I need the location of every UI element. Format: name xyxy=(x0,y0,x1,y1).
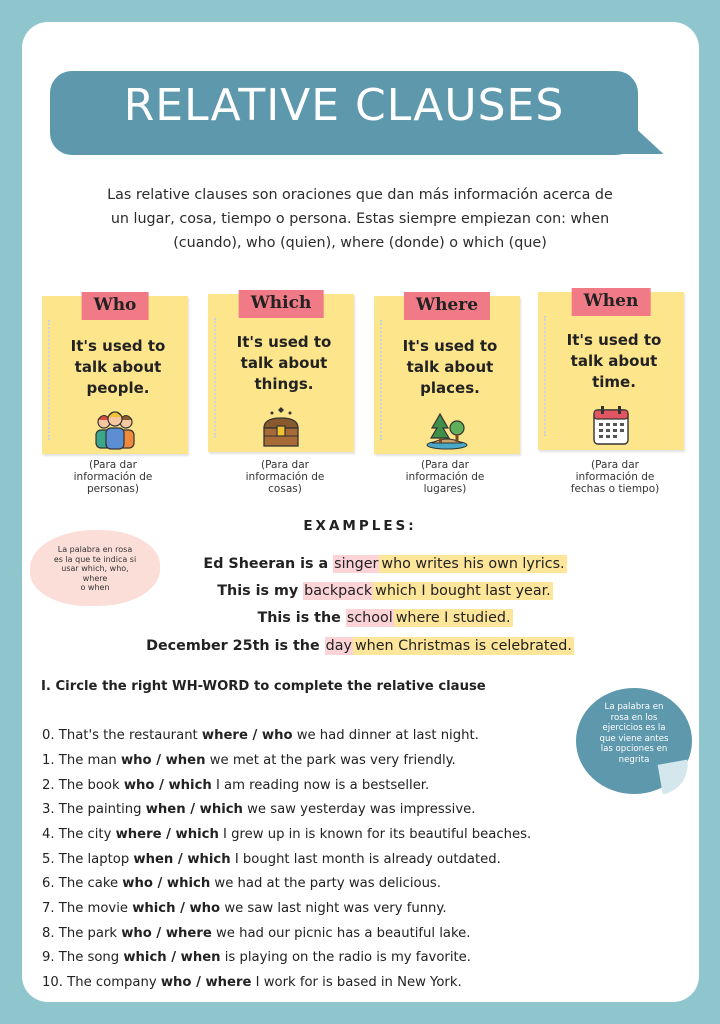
hint-line: las opciones en xyxy=(600,744,668,754)
example-clause: which I bought last year. xyxy=(375,583,551,599)
example-antecedent: backpack xyxy=(304,583,373,599)
note-binding-dots xyxy=(214,318,218,438)
item-end: is playing on the radio is my favorite. xyxy=(220,950,471,965)
card-line: things. xyxy=(254,375,314,393)
card-line: talk about xyxy=(570,352,658,370)
card-caption-where xyxy=(370,459,520,495)
card-line: talk about xyxy=(240,354,328,372)
exercise-item xyxy=(42,827,531,842)
calendar-icon xyxy=(588,404,634,446)
card-text xyxy=(222,332,346,395)
treasure-chest-icon xyxy=(258,406,304,448)
caption-line: cosas) xyxy=(268,483,302,495)
card-line: talk about xyxy=(74,358,162,376)
people-icon xyxy=(92,408,138,450)
card-text xyxy=(388,336,512,399)
wh-word-options[interactable]: when / which xyxy=(145,802,243,817)
item-end: we had at the party was delicious. xyxy=(210,876,441,891)
hint-line: where xyxy=(82,573,108,583)
card-text xyxy=(552,330,676,393)
example-lead: Ed Sheeran is a xyxy=(203,556,334,572)
wh-word-options[interactable]: where / who xyxy=(201,728,293,743)
caption-line: personas) xyxy=(87,483,139,495)
hint-line: usar which, who, xyxy=(61,564,129,573)
card-caption-which xyxy=(210,459,360,495)
card-line: talk about xyxy=(406,358,494,376)
example-sentence xyxy=(0,583,720,599)
item-start: 9. The song xyxy=(42,950,124,965)
item-end: I bought last month is already outdated. xyxy=(230,852,501,867)
card-line: places. xyxy=(420,379,480,397)
caption-line: información de xyxy=(73,471,153,483)
wh-word-options[interactable]: which / who xyxy=(132,901,221,916)
item-start: 3. The painting xyxy=(42,802,146,817)
item-end: I am reading now is a bestseller. xyxy=(211,778,430,793)
hint-line: que viene antes xyxy=(599,733,669,744)
hint-line: ejercicios es la xyxy=(602,723,666,733)
card-line: It's used to xyxy=(566,331,662,349)
caption-line: (Para dar xyxy=(89,459,137,471)
exercise-item xyxy=(42,753,456,768)
card-who xyxy=(42,296,188,454)
item-end: we met at the park was very friendly. xyxy=(205,753,456,768)
item-start: 6. The cake xyxy=(42,876,123,891)
item-start: 8. The park xyxy=(42,926,122,941)
wh-word-options[interactable]: who / when xyxy=(120,753,206,768)
item-start: 10. The company xyxy=(42,975,161,990)
exercise-item xyxy=(42,876,441,891)
example-clause: where I studied. xyxy=(395,610,511,626)
wh-word-options[interactable]: who / which xyxy=(123,778,212,793)
card-tag: When xyxy=(572,288,651,316)
exercise-item xyxy=(42,802,475,817)
exercise-item xyxy=(42,926,470,941)
intro-line: Las relative clauses son oraciones que dan más información acerca de xyxy=(107,187,613,203)
intro-line: un lugar, cosa, tiempo o persona. Estas siempre empiezan con: when xyxy=(110,211,610,227)
example-lead: This is the xyxy=(257,610,346,626)
example-clause: when Christmas is celebrated. xyxy=(354,638,572,654)
card-line: people. xyxy=(86,379,150,397)
exercise-item xyxy=(42,778,429,793)
caption-line: información de xyxy=(405,471,485,483)
hint-line: negrita xyxy=(618,754,650,765)
example-sentence xyxy=(0,638,720,654)
example-sentence xyxy=(0,610,720,626)
card-line: time. xyxy=(592,373,636,391)
card-line: It's used to xyxy=(402,337,498,355)
wh-word-options[interactable]: which / when xyxy=(123,950,221,965)
item-start: 4. The city xyxy=(42,827,116,842)
example-lead: This is my xyxy=(217,583,304,599)
exercise-item xyxy=(42,728,479,743)
example-sentence xyxy=(0,556,720,572)
example-clause: who writes his own lyrics. xyxy=(381,556,565,572)
card-when xyxy=(538,292,684,450)
exercise-title: I. Circle the right WH-WORD to complete the relative clause xyxy=(41,679,486,694)
card-line: It's used to xyxy=(236,333,332,351)
note-binding-dots xyxy=(48,320,52,440)
item-start: 5. The laptop xyxy=(42,852,134,867)
item-end: we saw last night was very funny. xyxy=(220,901,447,916)
card-text xyxy=(56,336,180,399)
exercise-item xyxy=(42,950,471,965)
card-tag: Where xyxy=(404,292,490,320)
card-where xyxy=(374,296,520,454)
wh-word-options[interactable]: when / which xyxy=(133,852,231,867)
hint-line: La palabra en xyxy=(604,702,664,712)
item-start: 7. The movie xyxy=(42,901,133,916)
note-binding-dots xyxy=(544,316,548,436)
intro-paragraph xyxy=(60,183,660,255)
card-line: It's used to xyxy=(70,337,166,355)
intro-line: (cuando), who (quien), where (donde) o which (que) xyxy=(173,235,547,251)
card-tag: Which xyxy=(239,290,324,318)
item-start: 0. That's the restaurant xyxy=(42,728,202,743)
island-icon xyxy=(424,408,470,450)
caption-line: (Para dar xyxy=(591,459,639,471)
card-tag: Who xyxy=(82,292,149,320)
item-end: we had our picnic has a beautiful lake. xyxy=(211,926,471,941)
item-end: I work for is based in New York. xyxy=(251,975,462,990)
blue-hint-text xyxy=(581,702,687,765)
example-antecedent: day xyxy=(325,638,352,654)
item-start: 1. The man xyxy=(42,753,121,768)
exercise-item xyxy=(42,852,501,867)
card-which xyxy=(208,294,354,452)
item-end: we saw yesterday was impressive. xyxy=(242,802,476,817)
examples-heading: EXAMPLES: xyxy=(303,518,417,534)
caption-line: información de xyxy=(575,471,655,483)
hint-line: es la que te indica si xyxy=(53,554,137,564)
wh-word-options[interactable]: who / which xyxy=(122,876,211,891)
note-binding-dots xyxy=(380,320,384,440)
hint-line: La palabra en rosa xyxy=(57,545,133,554)
caption-line: (Para dar xyxy=(261,459,309,471)
exercise-item xyxy=(42,901,447,916)
item-end: we had dinner at last night. xyxy=(292,728,479,743)
wh-word-options[interactable]: where / which xyxy=(115,827,219,842)
card-caption-who xyxy=(38,459,188,495)
hint-line: rosa en los xyxy=(610,712,658,723)
wh-word-options[interactable]: who / where xyxy=(160,975,252,990)
card-caption-when xyxy=(540,459,690,495)
example-antecedent: school xyxy=(346,610,393,626)
item-start: 2. The book xyxy=(42,778,124,793)
caption-line: (Para dar xyxy=(421,459,469,471)
example-lead: December 25th is the xyxy=(146,638,325,654)
item-end: I grew up in is known for its beautiful beaches. xyxy=(218,827,532,842)
example-antecedent: singer xyxy=(334,556,379,572)
caption-line: fechas o tiempo) xyxy=(570,483,660,495)
wh-word-options[interactable]: who / where xyxy=(121,926,212,941)
hint-line: o when xyxy=(80,583,110,592)
exercise-item xyxy=(42,975,462,990)
caption-line: información de xyxy=(245,471,325,483)
page-title: RELATIVE CLAUSES xyxy=(123,80,565,131)
caption-line: lugares) xyxy=(423,483,467,495)
